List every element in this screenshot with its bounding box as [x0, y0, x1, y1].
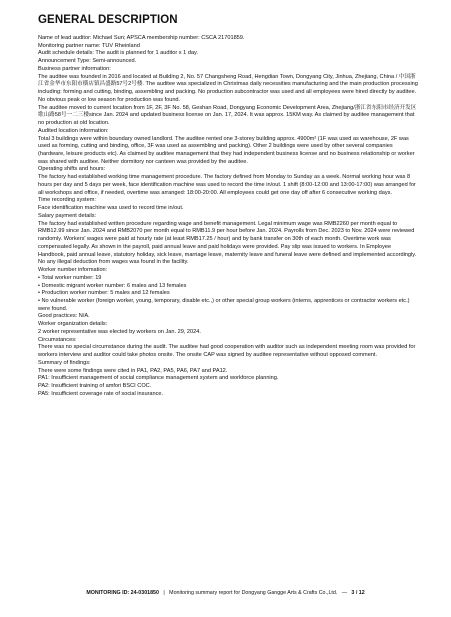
body-paragraph: The factory had established written procedure regarding wage and benefit management. Legal minimum wage was RMB2260 per month equal to RMB12.99 since Jan. 2024 and RMB2070 per month equal to RMB11.9 per hour before Jan. 2024. Payrolls from Dec. 2023 to Nov. 2024 were reviewed randomly. Workers' wages were paid at hourly rate (at least RMB17.25 / hour) and by bank transfer on 30th of each month. Overtime work was compensated legally. As shown in the payroll, paid annual leave and paid holidays were provided. Pay slip was issued to workers. In Employee Handbook, paid annual leave, statutory holiday, sick leave, marriage leave, maternity leave and funeral leave were defined and implemented accordingly. No any illegal deduction from wages was found in the facility.: [38, 220, 417, 266]
body-paragraph: Circumstances:: [38, 336, 77, 343]
body-paragraph: PA5: Insufficient coverage rate of social insurance.: [38, 390, 164, 397]
body-paragraph: The factory had established working time management procedure. The factory defined from Monday to Sunday as a week. Normal working hour was 8 hours per day and 5 days per week, face identification machine was used to record the time in/out. 1 shift (8:00-12:00 and 13:00-17:00) was arranged for all workshops and office, if needed, overtime was arranged: 18:00-20:00. All employees could get one day off after 6 consecutive working days.: [38, 174, 416, 196]
body-paragraph: Announcement Type: Semi-announced.: [38, 58, 137, 65]
page-footer: [0, 590, 451, 596]
body-paragraph: Monitoring partner name: TUV Rheinland: [38, 42, 140, 49]
page-number: 3 / 12: [351, 590, 365, 596]
body-paragraph: Face identification machine was used to record time in/out.: [38, 205, 184, 212]
footer-separator: |: [163, 590, 165, 596]
body-paragraph: PA2: Insufficient training of amfori BSCI COC.: [38, 383, 152, 390]
body-paragraph: Operating shifts and hours:: [38, 166, 106, 173]
body-paragraph: Name of lead auditor: Michael Sun; APSCA membership number: CSCA 21701859.: [38, 35, 245, 41]
body-paragraph: Time recording system:: [38, 197, 96, 204]
body-paragraph: 2 worker representative was elected by workers on Jan. 29, 2024.: [38, 328, 201, 335]
report-title: Monitoring summary report for Dongyang Gangge Arts & Crafts Co.,Ltd.: [169, 590, 338, 596]
section-body: [38, 35, 419, 399]
body-paragraph: • Domestic migrant worker number: 6 males and 13 females: [38, 282, 187, 289]
body-paragraph: There were some findings were cited in PA1, PA2, PA5, PA6, PA7 and PA12.: [38, 367, 228, 374]
body-paragraph: • No vulnerable worker (foreign worker, young, temporary, disable etc.,) or other special group workers (interns, apprentices or contractor workers etc.) were found.: [38, 297, 410, 312]
body-paragraph: Audited location information:: [38, 127, 109, 134]
body-paragraph: Salary payment details:: [38, 212, 97, 219]
body-paragraph: The auditee moved to current location from 1F, 2F, 3F No. 58, Geshan Road, Dongyang Economic Development Area, Zhejiang/浙江省东阳市经济开发区歌山路58号一二三楼since Jan. 2024 and updated business license on Jan. 17, 2024. It was approx. 15KM way. As claimed by auditee management that no production at old location.: [38, 104, 417, 127]
body-paragraph: Worker number information:: [38, 267, 108, 274]
body-paragraph: Audit schedule details: The audit is planned for 1 auditor x 1 day.: [38, 50, 198, 57]
body-paragraph: Good practices: N/A.: [38, 313, 90, 320]
body-paragraph: Business partner information:: [38, 65, 111, 72]
body-paragraph: The auditee was founded in 2016 and located at Building 2, No. 57 Changsheng Road, Hengdian Town, Dongyang City, Jinhua, Zhejiang, China / 中国浙江省金华市东阳市横店镇昌盛路57号2号楼. The auditee was specialized in Christmas daily necessities manufacturing and the main production processing including: forming and cutting, binding, assembling and packing. No production subcontractor was used and all employees were hired directly by auditee. No obvious peak or low season for production was found.: [38, 73, 418, 103]
monitoring-id: MONITORING ID: 24-0301850: [86, 590, 159, 596]
body-paragraph: • Production worker number: 5 males and 12 females: [38, 290, 170, 297]
body-paragraph: There was no special circumstance during the audit. The auditee had good cooperation with auditor such as independent meeting room was provided for workers interview and auditor could take photos onsite. The onsite CAP was signed by auditee representative without opposed comment.: [38, 344, 416, 359]
body-paragraph: Worker organization details:: [38, 321, 108, 328]
body-paragraph: Summary of findings:: [38, 359, 91, 366]
footer-dash: —: [341, 590, 347, 596]
body-paragraph: PA1: Insufficient management of social compliance management system and workforce planning.: [38, 375, 279, 382]
section-title: GENERAL DESCRIPTION: [38, 14, 178, 26]
body-paragraph: Total 3 buildings were within boundary owned landlord. The auditee rented one 3-storey building approx. 4900m² (1F was used as warehouse, 2F was used as forming, cutting and binding, office, 3F was used as assembling and packing). Other 2 buildings were used by other several companies (hardware, leisure products etc). As claimed by auditee management that they had independent business license and no business relationship or worker was shared with auditee. Neither dormitory nor canteen was provided by the auditee.: [38, 135, 415, 165]
body-paragraph: • Total worker number: 19: [38, 274, 102, 281]
